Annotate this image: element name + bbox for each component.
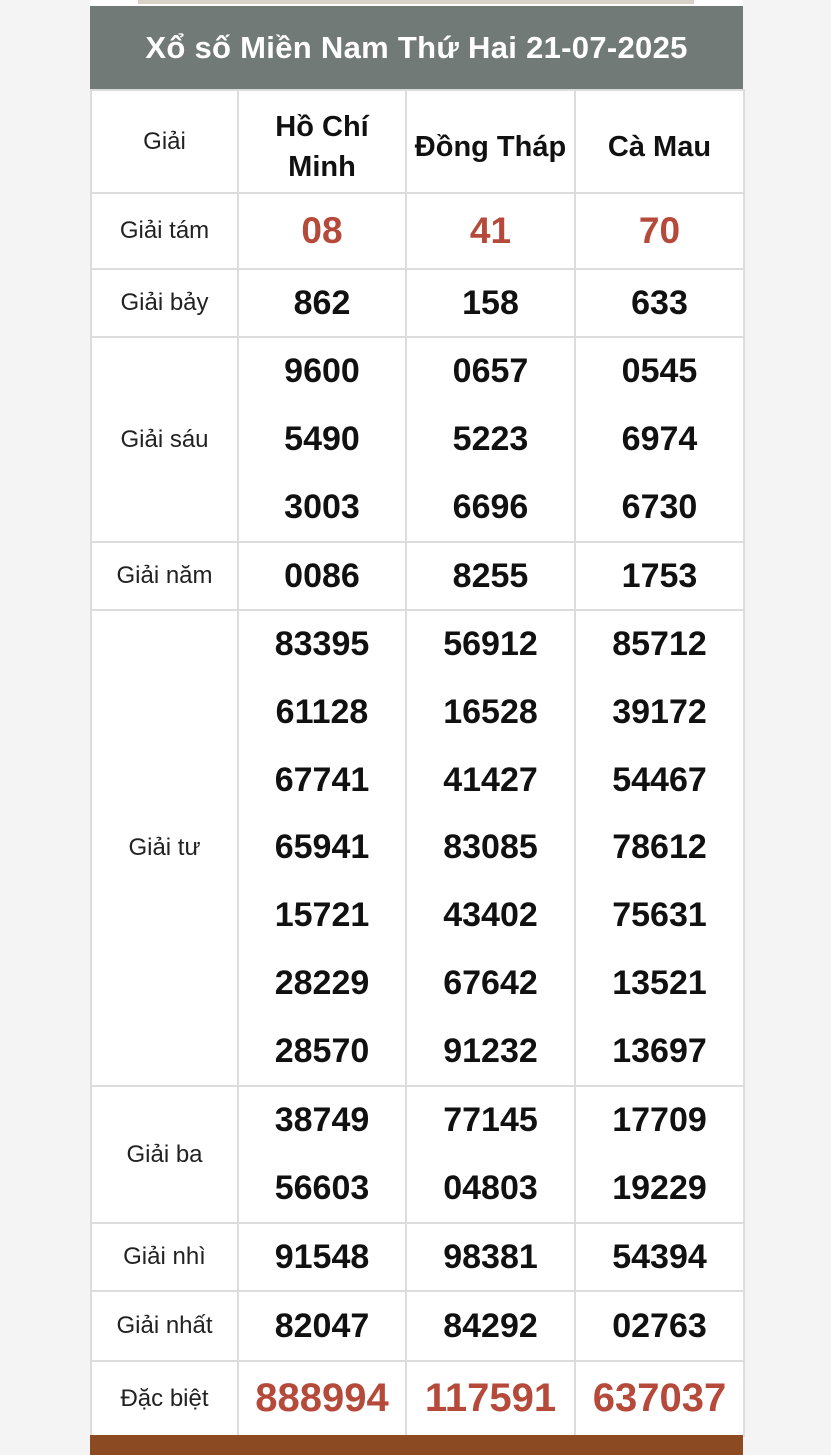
result-cell-ca-mau (575, 269, 744, 337)
result-cell-ca-mau (575, 337, 744, 542)
prize-label: Giải bảy (91, 269, 238, 337)
province-header-dong-thap: Đồng Tháp (406, 90, 575, 193)
result-number: 41 (469, 210, 512, 251)
result-number: 13697 (612, 1031, 707, 1070)
result-number: 0545 (621, 352, 698, 391)
result-cell-ca-mau (575, 610, 744, 1086)
result-cell-dong-thap (406, 1291, 575, 1361)
prize-row-giai-ba (91, 1086, 744, 1223)
result-cell-ca-mau (575, 1361, 744, 1436)
prize-label: Giải sáu (91, 337, 238, 542)
result-number: 61128 (275, 693, 369, 732)
result-number: 5490 (284, 420, 360, 459)
result-cell-hcm (238, 193, 406, 269)
page-title: Xổ số Miền Nam Thứ Hai 21-07-2025 (90, 6, 743, 89)
result-number: 04803 (443, 1168, 538, 1207)
result-number: 8255 (452, 556, 529, 595)
result-number: 3003 (284, 487, 360, 526)
prize-label: Giải tư (91, 610, 238, 1086)
results-table (90, 89, 745, 1437)
prize-row-giai-nam (91, 542, 744, 610)
result-number: 75631 (612, 896, 707, 935)
result-number: 85712 (612, 625, 707, 664)
result-number: 9600 (284, 352, 360, 391)
result-number: 6974 (621, 420, 698, 459)
result-cell-hcm (238, 269, 406, 337)
result-number: 67741 (274, 760, 370, 799)
prize-row-giai-tam (91, 193, 744, 269)
result-number: 91548 (274, 1237, 370, 1276)
result-number: 19229 (612, 1168, 707, 1207)
result-cell-dong-thap (406, 269, 575, 337)
result-number: 56912 (443, 625, 538, 664)
result-cell-hcm (238, 337, 406, 542)
prize-row-giai-bay (91, 269, 744, 337)
result-number: 15721 (274, 896, 370, 935)
result-number: 888994 (255, 1376, 389, 1421)
result-number: 08 (301, 210, 343, 251)
prize-label: Đặc biệt (91, 1361, 238, 1436)
result-number: 54394 (612, 1237, 707, 1276)
result-cell-hcm (238, 1086, 406, 1223)
result-number: 56603 (274, 1168, 370, 1207)
result-cell-ca-mau (575, 193, 744, 269)
prize-label: Giải ba (91, 1086, 238, 1223)
result-cell-ca-mau (575, 1291, 744, 1361)
result-number: 38749 (274, 1101, 370, 1140)
result-number: 1753 (621, 556, 698, 595)
result-number: 862 (293, 283, 351, 322)
prize-row-giai-sau (91, 337, 744, 542)
result-number: 83085 (443, 828, 538, 867)
prize-column-header: Giải (91, 90, 238, 193)
result-number: 54467 (612, 760, 707, 799)
result-number: 82047 (274, 1306, 370, 1345)
prize-label: Giải nhất (91, 1291, 238, 1361)
result-number: 91232 (443, 1031, 538, 1070)
right-margin (743, 0, 831, 1455)
result-number: 83395 (274, 625, 370, 664)
result-cell-ca-mau (575, 1223, 744, 1291)
result-number: 28570 (274, 1031, 370, 1070)
result-number: 02763 (612, 1306, 707, 1345)
result-number: 41427 (443, 760, 538, 799)
province-header-ca-mau: Cà Mau (575, 90, 744, 193)
result-cell-ca-mau (575, 1086, 744, 1223)
result-cell-dong-thap (406, 610, 575, 1086)
result-cell-hcm (238, 542, 406, 610)
result-cell-dong-thap (406, 1223, 575, 1291)
result-number: 637037 (592, 1376, 727, 1421)
result-number: 17709 (612, 1101, 707, 1140)
prize-label: Giải nhì (91, 1223, 238, 1291)
result-cell-hcm (238, 610, 406, 1086)
prize-label: Giải năm (91, 542, 238, 610)
result-number: 84292 (443, 1306, 538, 1345)
prize-row-giai-tu (91, 610, 744, 1086)
result-cell-hcm (238, 1291, 406, 1361)
result-number: 158 (462, 283, 519, 322)
result-number: 6696 (452, 487, 529, 526)
result-number: 77145 (443, 1101, 538, 1140)
left-margin (0, 0, 90, 1455)
result-cell-dong-thap (406, 1361, 575, 1436)
result-cell-dong-thap (406, 542, 575, 610)
result-cell-dong-thap (406, 1086, 575, 1223)
prize-row-giai-nhat (91, 1291, 744, 1361)
result-number: 65941 (274, 828, 370, 867)
result-number: 0086 (284, 556, 360, 595)
result-number: 70 (638, 210, 681, 251)
result-number: 5223 (452, 420, 529, 459)
header-row (91, 90, 744, 193)
result-cell-ca-mau (575, 542, 744, 610)
result-number: 78612 (612, 828, 707, 867)
footer-strip (90, 1435, 743, 1455)
result-number: 117591 (424, 1376, 557, 1421)
result-number: 633 (631, 283, 688, 322)
result-number: 67642 (443, 963, 538, 1002)
result-number: 43402 (443, 896, 538, 935)
result-number: 28229 (274, 963, 370, 1002)
result-number: 98381 (443, 1237, 538, 1276)
province-header-hcm: Hồ Chí Minh (238, 90, 406, 193)
prize-label: Giải tám (91, 193, 238, 269)
result-number: 6730 (621, 487, 698, 526)
result-cell-hcm (238, 1361, 406, 1436)
result-cell-hcm (238, 1223, 406, 1291)
result-number: 13521 (612, 963, 707, 1002)
result-number: 0657 (452, 352, 529, 391)
result-number: 16528 (443, 693, 538, 732)
prize-row-dac-biet (91, 1361, 744, 1436)
prize-row-giai-nhi (91, 1223, 744, 1291)
result-cell-dong-thap (406, 337, 575, 542)
result-cell-dong-thap (406, 193, 575, 269)
result-number: 39172 (612, 693, 707, 732)
